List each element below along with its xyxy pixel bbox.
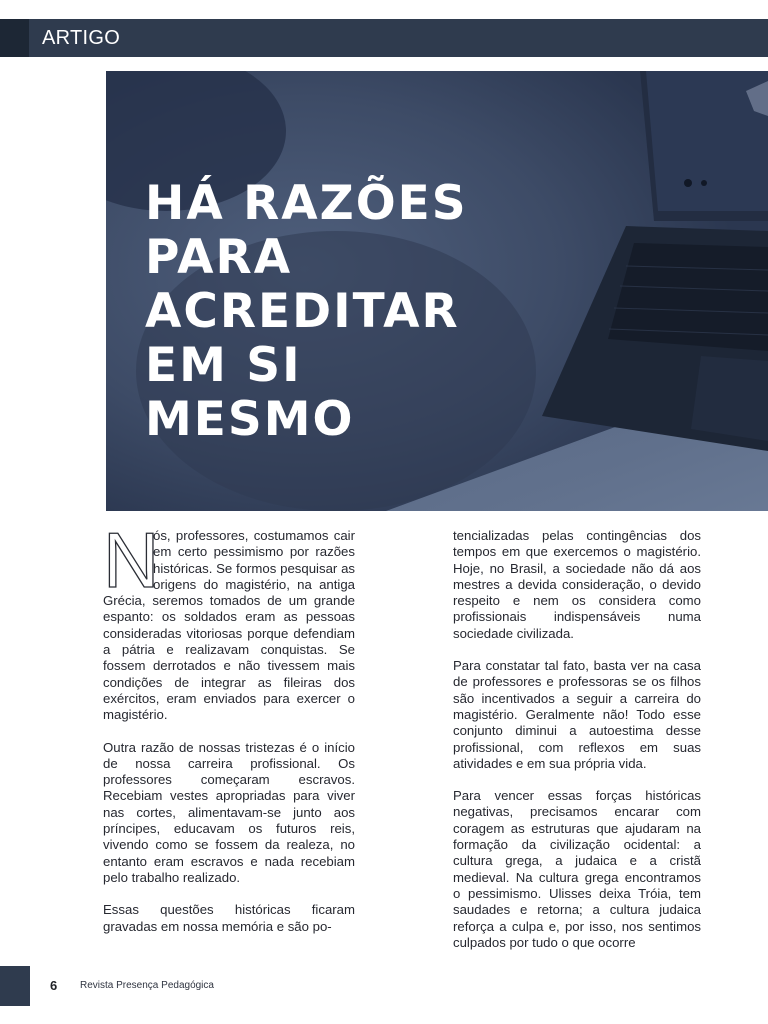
paragraph: tencializadas pelas contingências dos tempos em que exercemos o magistério. Hoje, no Brasil, a sociedade não dá aos mestres a devida consideração, o devido respeito e nem os considera como profissionais indispensáveis numa sociedade civilizada. <box>453 528 701 641</box>
paragraph: Outra razão de nossas tristezas é o início de nossa carreira profissional. Os professores começaram escravos. Recebiam vestes apropriadas para viver nas cortes, alimentavam-se junto aos príncipes, educavam os futuros reis, vivendo como se fossem da realeza, no entanto eram escravos e nada recebiam pelo trabalho realizado. <box>103 739 355 885</box>
article-column-left <box>103 516 355 951</box>
hero-image <box>106 71 768 511</box>
article-column-right <box>453 528 701 967</box>
section-label: ARTIGO <box>42 27 121 49</box>
page-number: 6 <box>50 978 58 993</box>
paragraph <box>103 516 355 724</box>
footer-accent-block <box>0 966 30 1006</box>
magazine-name: Revista Presença Pedagógica <box>80 980 214 991</box>
article-title: HÁ RAZÕES PARA ACREDITAR EM SI MESMO <box>145 176 468 447</box>
header-accent-block <box>0 19 29 57</box>
paragraph: Para vencer essas forças históricas negativas, precisamos encarar com coragem as estruturas que ajudaram na formação da civilização ocidental: a cultura grega, a judaica e a cristã medieval. Na cultura grega encontramos o pessimismo. Ulisses deixa Tróia, tem saudades e retorna; a cultura judaica reforça a culpa e, por isso, nos sentimos culpados por tudo o que ocorre <box>453 788 701 950</box>
dropcap: N <box>103 516 160 604</box>
paragraph: Essas questões históricas ficaram gravadas em nossa memória e são po- <box>103 902 355 934</box>
section-header-bar <box>0 19 768 57</box>
paragraph-text: ós, professores, costumamos cair em certo pessimismo por razões históricas. Se formos pesquisar as origens do magistério, na antiga Grécia, seremos tomados de um grande espanto: os soldados eram as pessoas consideradas vitoriosas porque defendiam a pátria e realizavam conquistas. Se fossem derrotados e não tivessem mais condições de integrar as fileiras dos exércitos, eram enviados para exercer o magistério. <box>103 528 355 723</box>
paragraph: Para constatar tal fato, basta ver na casa de professores e professoras se os filhos são incentivados a seguir a carreira do magistério. Geralmente não! Todo esse conjunto diminui a autoestima desse profissional, com reflexos em suas atividades e em sua própria vida. <box>453 658 701 771</box>
